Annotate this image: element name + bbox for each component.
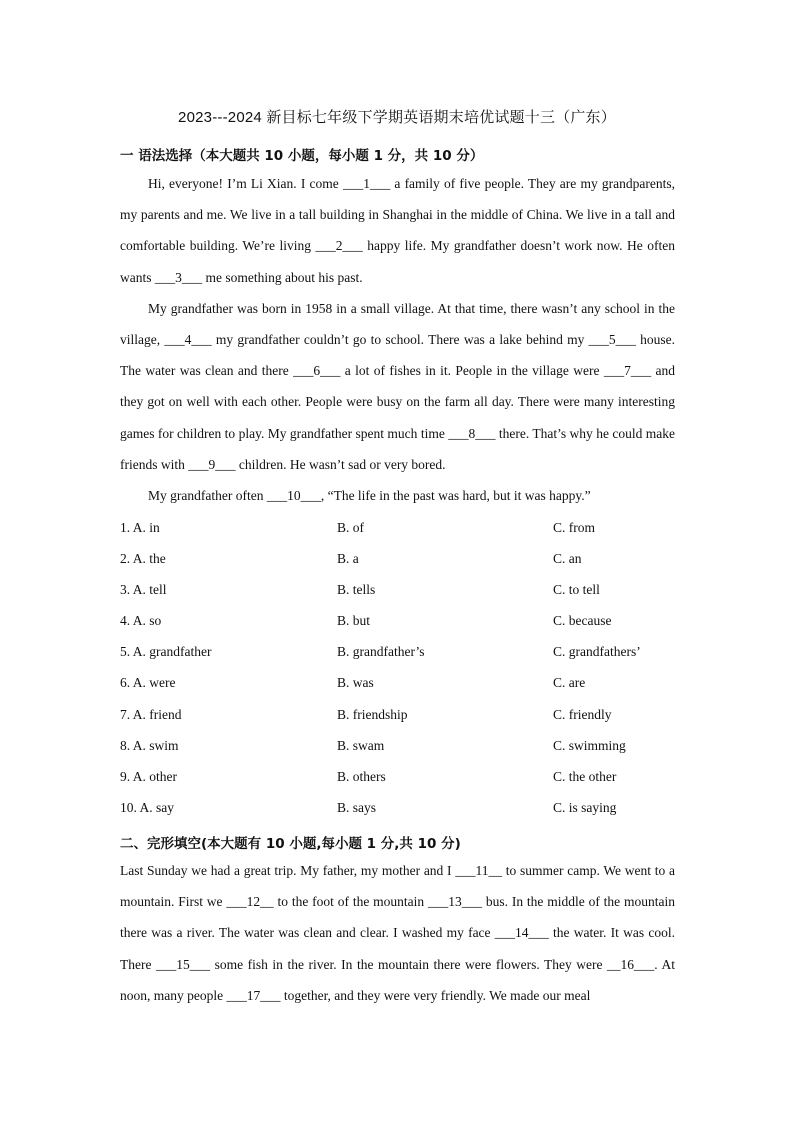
option-a: 1. A. in <box>120 520 160 535</box>
page-title: 2023---2024 新目标七年级下学期英语期末培优试题十三（广东） <box>178 109 616 126</box>
option-b: B. friendship <box>337 706 408 722</box>
option-b: B. was <box>337 675 374 691</box>
option-a: 2. A. the <box>120 551 166 567</box>
options-table <box>120 513 680 824</box>
option-row <box>120 731 680 762</box>
option-row <box>120 575 680 606</box>
option-a: 10. A. say <box>120 799 174 815</box>
option-b: B. of <box>337 520 364 535</box>
option-row <box>120 637 680 668</box>
option-c: C. an <box>553 551 582 567</box>
passage-paragraph: Hi, everyone! I’m Li Xian. I come ___1___ a family of five people. They are my grandparents, my parents and me. We live in a tall building in Shanghai in the middle of China. We live in a tall and comfortable building. We’re living ___2___ happy life. My grandfather doesn’t work now. He often wants ___3___ me something about his past. <box>120 176 675 285</box>
option-row <box>120 606 680 637</box>
option-a: 7. A. friend <box>120 706 182 722</box>
option-c: C. from <box>553 520 595 535</box>
option-a: 8. A. swim <box>120 737 179 753</box>
passage-paragraph: My grandfather was born in 1958 in a small village. At that time, there wasn’t any school in the village, ___4___ my grandfather couldn’t go to school. There was a lake behind my ___5___ house. The water was clean and there ___6___ a lot of fishes in it. People in the village were ___7___ and they got on well with each other. People were busy on the farm all day. There were many interesting games for children to play. My grandfather spent much time ___8___ there. That’s why he could make friends with ___9___ children. He wasn’t sad or very bored. <box>120 300 675 472</box>
option-b: B. swam <box>337 737 385 753</box>
option-b: B. a <box>337 551 359 567</box>
option-c: C. because <box>553 613 612 629</box>
option-b: B. says <box>337 799 377 815</box>
option-row <box>120 762 680 793</box>
passage-paragraph: My grandfather often ___10___, “The life in the past was hard, but it was happy.” <box>148 488 591 504</box>
section1-passage <box>120 168 675 511</box>
option-a: 3. A. tell <box>120 582 167 598</box>
option-row <box>120 700 680 731</box>
option-a: 4. A. so <box>120 613 162 629</box>
option-c: C. to tell <box>553 582 600 598</box>
section1-heading: 一 语法选择（本大题共 10 小题，每小题 1 分，共 10 分） <box>120 148 484 164</box>
option-a: 9. A. other <box>120 768 177 784</box>
option-a: 5. A. grandfather <box>120 644 212 660</box>
option-a: 6. A. were <box>120 675 176 691</box>
section2-passage <box>120 855 675 1011</box>
option-c: C. the other <box>553 768 617 784</box>
section2-heading: 二、完形填空(本大题有 10 小题,每小题 1 分,共 10 分) <box>120 836 461 852</box>
option-row <box>120 793 680 824</box>
option-b: B. grandfather’s <box>337 644 425 660</box>
option-c: C. is saying <box>553 799 617 815</box>
option-row <box>120 513 680 544</box>
option-b: B. but <box>337 613 371 629</box>
option-c: C. swimming <box>553 737 626 753</box>
option-c: C. are <box>553 675 586 691</box>
option-row <box>120 544 680 575</box>
option-c: C. friendly <box>553 706 612 722</box>
option-b: B. others <box>337 768 386 784</box>
passage-paragraph: Last Sunday we had a great trip. My father, my mother and I ___11__ to summer camp. We went to a mountain. First we ___12__ to the foot of the mountain ___13___ bus. In the middle of the mountain there was a river. The water was clean and clear. I washed my face ___14___ the water. It was cool. There ___15___ some fish in the river. In the mountain there were flowers. They were __16___. At noon, many people ___17___ together, and they were very friendly. We made our meal <box>120 863 675 1003</box>
option-c: C. grandfathers’ <box>553 644 641 660</box>
option-row <box>120 668 680 699</box>
option-b: B. tells <box>337 582 376 598</box>
